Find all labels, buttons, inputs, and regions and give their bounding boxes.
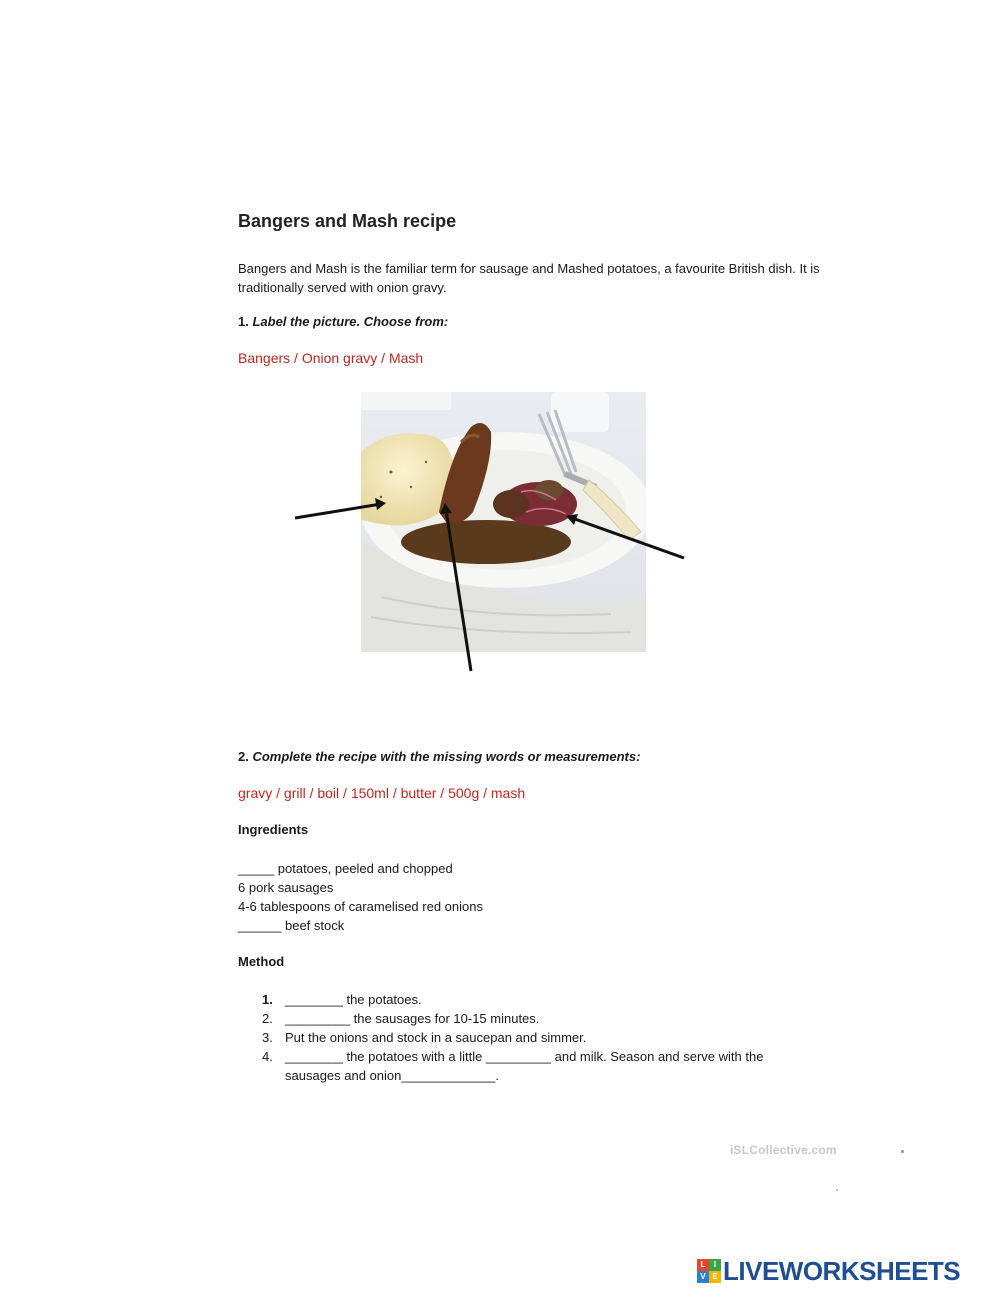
method-heading: Method (238, 954, 285, 969)
step-text: ________ the potatoes. (285, 992, 422, 1007)
ingredient-item: _____ potatoes, peeled and chopped (238, 861, 453, 876)
ingredient-item: 4-6 tablespoons of caramelised red onions (238, 899, 483, 914)
step-text: Put the onions and stock in a saucepan and simmer. (285, 1030, 587, 1045)
question-2-text: Complete the recipe with the missing words or measurements: (252, 749, 641, 764)
step-number: 4. (262, 1049, 273, 1064)
method-step (262, 1028, 822, 1047)
ingredient-item: 6 pork sausages (238, 880, 334, 895)
step-number: 3. (262, 1030, 273, 1045)
ingredients-list (238, 859, 483, 935)
speck (901, 1150, 904, 1153)
logo-letter: V (697, 1271, 709, 1283)
liveworksheets-logo-icon (697, 1259, 721, 1283)
logo-letter: I (709, 1259, 721, 1271)
logo-letter: L (697, 1259, 709, 1271)
liveworksheets-brand (697, 1256, 960, 1286)
bangers-and-mash-photo (361, 392, 646, 652)
question-1-number: 1. (238, 314, 249, 329)
step-number: 1. (262, 992, 273, 1007)
page-title: Bangers and Mash recipe (238, 211, 457, 231)
liveworksheets-wordmark: LIVEWORKSHEETS (723, 1255, 961, 1286)
question-1-text: Label the picture. Choose from: (252, 314, 449, 329)
intro-paragraph: Bangers and Mash is the familiar term for sausage and Mashed potatoes, a favourite British dish. It is traditionally served with onion gravy. (238, 261, 820, 295)
question-2 (238, 749, 640, 764)
question-2-number: 2. (238, 749, 249, 764)
method-list (262, 990, 822, 1085)
speck (836, 1189, 838, 1191)
word-choices: gravy / grill / boil / 150ml / butter / 500g / mash (238, 785, 526, 801)
islcollective-watermark: iSLCollective.com (730, 1143, 837, 1157)
question-1 (238, 314, 448, 329)
logo-letter: E (709, 1271, 721, 1283)
method-step (262, 1009, 822, 1028)
label-choices: Bangers / Onion gravy / Mash (238, 350, 424, 366)
step-number: 2. (262, 1011, 273, 1026)
step-text: ________ the potatoes with a little _________ and milk. Season and serve with the sausages and onion_____________. (285, 1049, 764, 1083)
ingredients-heading: Ingredients (238, 822, 309, 837)
step-text: _________ the sausages for 10-15 minutes. (285, 1011, 540, 1026)
method-step (262, 1047, 822, 1085)
ingredient-item: ______ beef stock (238, 918, 345, 933)
method-step (262, 990, 822, 1009)
